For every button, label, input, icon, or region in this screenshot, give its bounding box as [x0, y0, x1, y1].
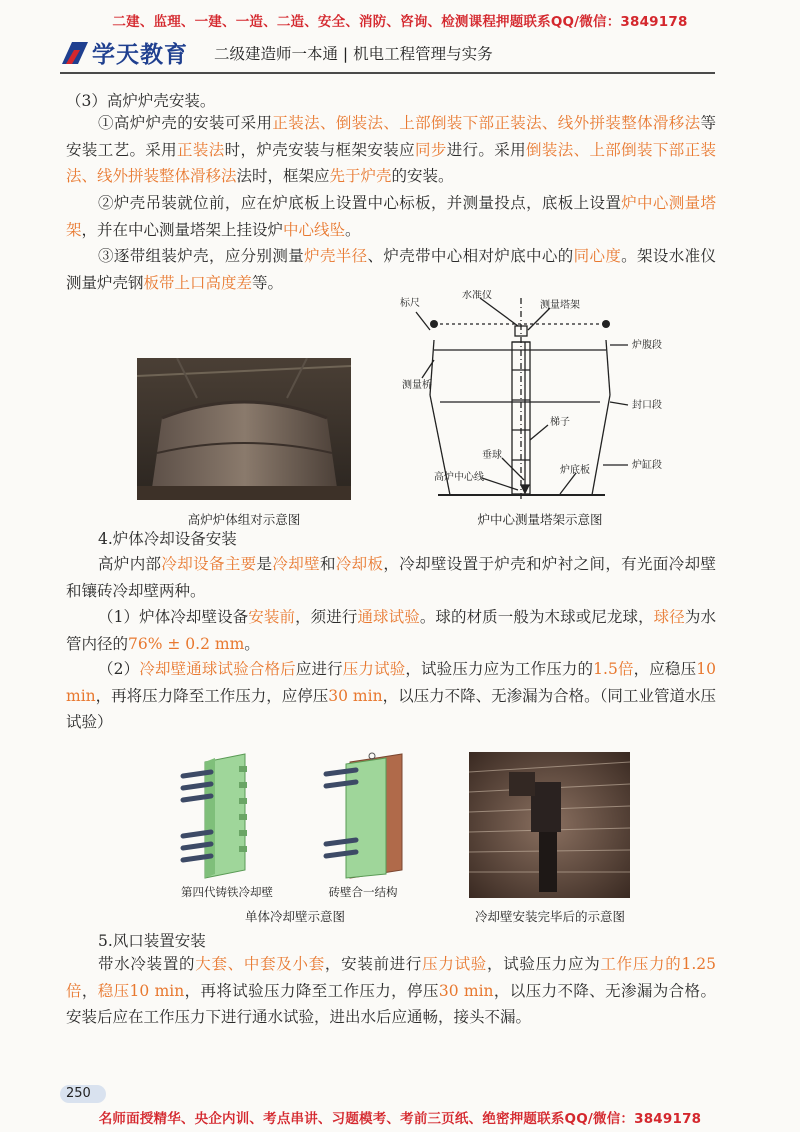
- highlight-text: 炉壳半径: [304, 247, 368, 265]
- page-number: 250: [66, 1086, 91, 1101]
- body-text: ①高炉炉壳的安装可采用: [98, 114, 273, 132]
- body-text: ，冷却壁设置于炉壳和炉衬之间，有光面冷却壁和镶砖冷却壁两种。: [66, 555, 716, 600]
- section3-heading: （3）高炉炉壳安装。: [66, 92, 216, 110]
- highlight-text: 76% ± 0.2 mm: [128, 634, 245, 653]
- highlight-text: 30 min: [328, 686, 383, 705]
- book-subtitle: 二级建造师一本通 | 机电工程管理与实务: [214, 45, 493, 63]
- body-text: （2）: [98, 660, 140, 678]
- cast-iron-stave-model: [175, 752, 265, 880]
- section5-heading: 5.风口装置安装: [98, 932, 206, 950]
- blast-furnace-photo: [137, 358, 351, 500]
- section5-p1: [66, 951, 716, 1031]
- body-text: ，并在中心测量塔架上挂设炉: [81, 220, 284, 239]
- highlight-text: 正装法、倒装法、上部倒装下部正装法、线外拼装整体滑移法: [272, 114, 701, 132]
- figure2-group-caption: 单体冷却壁示意图: [244, 909, 345, 924]
- section3-p3: [66, 243, 716, 296]
- highlight-text: 大套、中套及小套: [195, 955, 325, 973]
- body-text: ，以压力不降、无渗漏为合格。安装后应在工作压力下进行通水试验，进出水后应通畅，接头不漏。: [66, 981, 716, 1026]
- highlight-text: 工作压力的1.25倍: [66, 955, 716, 1000]
- brand-name: 学天教育: [92, 42, 188, 68]
- highlight-text: 冷却壁通球试验合格后: [139, 660, 296, 678]
- body-text: ，须进行: [295, 608, 358, 626]
- figure1-right-caption: 炉中心测量塔架示意图: [477, 512, 603, 527]
- body-text: 法时，框架应: [236, 167, 330, 185]
- body-text: 、炉壳带中心相对炉底中心的: [367, 247, 574, 265]
- figure2-item2-caption: 砖壁合一结构: [328, 885, 398, 899]
- label-tizi: 梯子: [550, 417, 570, 428]
- body-text: 进行。采用: [446, 140, 526, 159]
- brand-logo-icon: [60, 38, 90, 68]
- label-fengkouduan: 封口段: [632, 400, 662, 411]
- highlight-text: 冷却壁: [272, 555, 320, 573]
- highlight-text: 冷却设备主要: [161, 555, 257, 573]
- body-text: ，以压力不降、无渗漏为合格。（同工业管道水压试验）: [66, 686, 716, 731]
- body-text: ，安装前进行: [324, 955, 423, 973]
- body-text: ②炉壳吊装就位前，应在炉底板上设置中心标板，并测量投点，底板上设置: [98, 194, 622, 212]
- highlight-text: 球径: [653, 608, 685, 626]
- highlight-text: 10 min: [66, 660, 716, 705]
- body-text: 带水冷装置的: [98, 955, 196, 973]
- body-text: ，试验压力应为: [486, 955, 601, 973]
- highlight-text: 冷却板: [335, 555, 384, 573]
- section4-p3: [66, 656, 716, 736]
- label-lufuduan: 炉腹段: [632, 340, 662, 351]
- body-text: 时，炉壳安装与框架安装应: [224, 140, 415, 159]
- label-celiangqiao: 测量桥: [402, 380, 432, 391]
- tower-diagram: [400, 290, 690, 502]
- body-text: 等。: [252, 273, 284, 292]
- body-text: 。球的材质一般为木球或尼龙球，: [419, 608, 654, 626]
- body-text: ③逐带组装炉壳，应分别测量: [98, 247, 305, 265]
- highlight-text: 1.5倍: [593, 660, 634, 678]
- body-text: 和: [319, 555, 336, 573]
- section4-p2: [66, 604, 716, 657]
- highlight-text: 正装法: [177, 140, 225, 159]
- section3-p2: [66, 190, 716, 243]
- body-text: ，试验压力应为工作压力的: [405, 660, 594, 678]
- highlight-text: 稳压10 min: [97, 981, 185, 1000]
- section4-p1: [66, 551, 716, 604]
- brick-stave-model: [316, 752, 408, 880]
- highlight-text: 压力试验: [422, 955, 487, 973]
- label-zhongxinxian: 高炉中心线: [434, 472, 484, 483]
- highlight-text: 板带上口高度差: [143, 273, 253, 292]
- header-rule: [60, 72, 715, 74]
- body-text: 等安装工艺。采用: [66, 114, 716, 159]
- figure2-right-caption: 冷却壁安装完毕后的示意图: [474, 909, 625, 924]
- label-ludiban: 炉底板: [560, 465, 590, 476]
- label-chuiqiu: 垂球: [482, 450, 502, 461]
- highlight-text: 安装前: [248, 608, 296, 626]
- body-text: 为水管内径的: [66, 608, 716, 653]
- label-biaochi: 标尺: [400, 298, 420, 309]
- body-text: ，: [81, 981, 98, 1000]
- highlight-text: 中心线坠: [283, 220, 346, 239]
- top-banner: 二建、监理、一建、一造、二造、安全、消防、咨询、检测课程押题联系QQ/微信：3849178: [112, 14, 688, 30]
- body-text: 是: [256, 555, 273, 573]
- body-text: 高炉内部: [98, 555, 162, 573]
- bottom-banner: 名师面授精华、央企内训、考点串讲、习题模考、考前三页纸、绝密押题联系QQ/微信：3849178: [98, 1111, 702, 1127]
- body-text: ，再将压力降至工作压力，应停压: [95, 686, 329, 705]
- label-lugangduan: 炉缸段: [632, 460, 662, 471]
- installed-stave-photo: [469, 752, 630, 898]
- body-text: ，应稳压: [633, 660, 697, 678]
- body-text: （1）炉体冷却壁设备: [98, 608, 249, 626]
- highlight-text: 炉中心测量塔架: [66, 194, 716, 239]
- highlight-text: 通球试验: [357, 608, 420, 626]
- highlight-text: 同步: [414, 140, 447, 159]
- section4-heading: 4.炉体冷却设备安装: [98, 530, 237, 548]
- highlight-text: 同心度: [573, 247, 622, 265]
- body-text: 。: [345, 220, 361, 239]
- section3-p1: [66, 110, 716, 190]
- highlight-text: 倒装法、上部倒装下部正装法、线外拼装整体滑移法: [66, 140, 716, 185]
- body-text: 。架设水准仪测量炉壳钢: [66, 247, 716, 292]
- label-shuizhunyi: 水准仪: [462, 290, 492, 301]
- body-text: ，再将试验压力降至工作压力，停压: [184, 981, 439, 1000]
- figure1-left-caption: 高炉炉体组对示意图: [187, 512, 301, 527]
- highlight-text: 30 min: [438, 981, 494, 1000]
- body-text: 应进行: [295, 660, 343, 678]
- figure2-item1-caption: 第四代铸铁冷却壁: [181, 885, 273, 899]
- body-text: 。: [244, 634, 260, 653]
- highlight-text: 先于炉壳: [329, 167, 392, 185]
- body-text: 的安装。: [391, 167, 454, 185]
- highlight-text: 压力试验: [342, 660, 406, 678]
- label-celiangtajia: 测量塔架: [540, 300, 580, 311]
